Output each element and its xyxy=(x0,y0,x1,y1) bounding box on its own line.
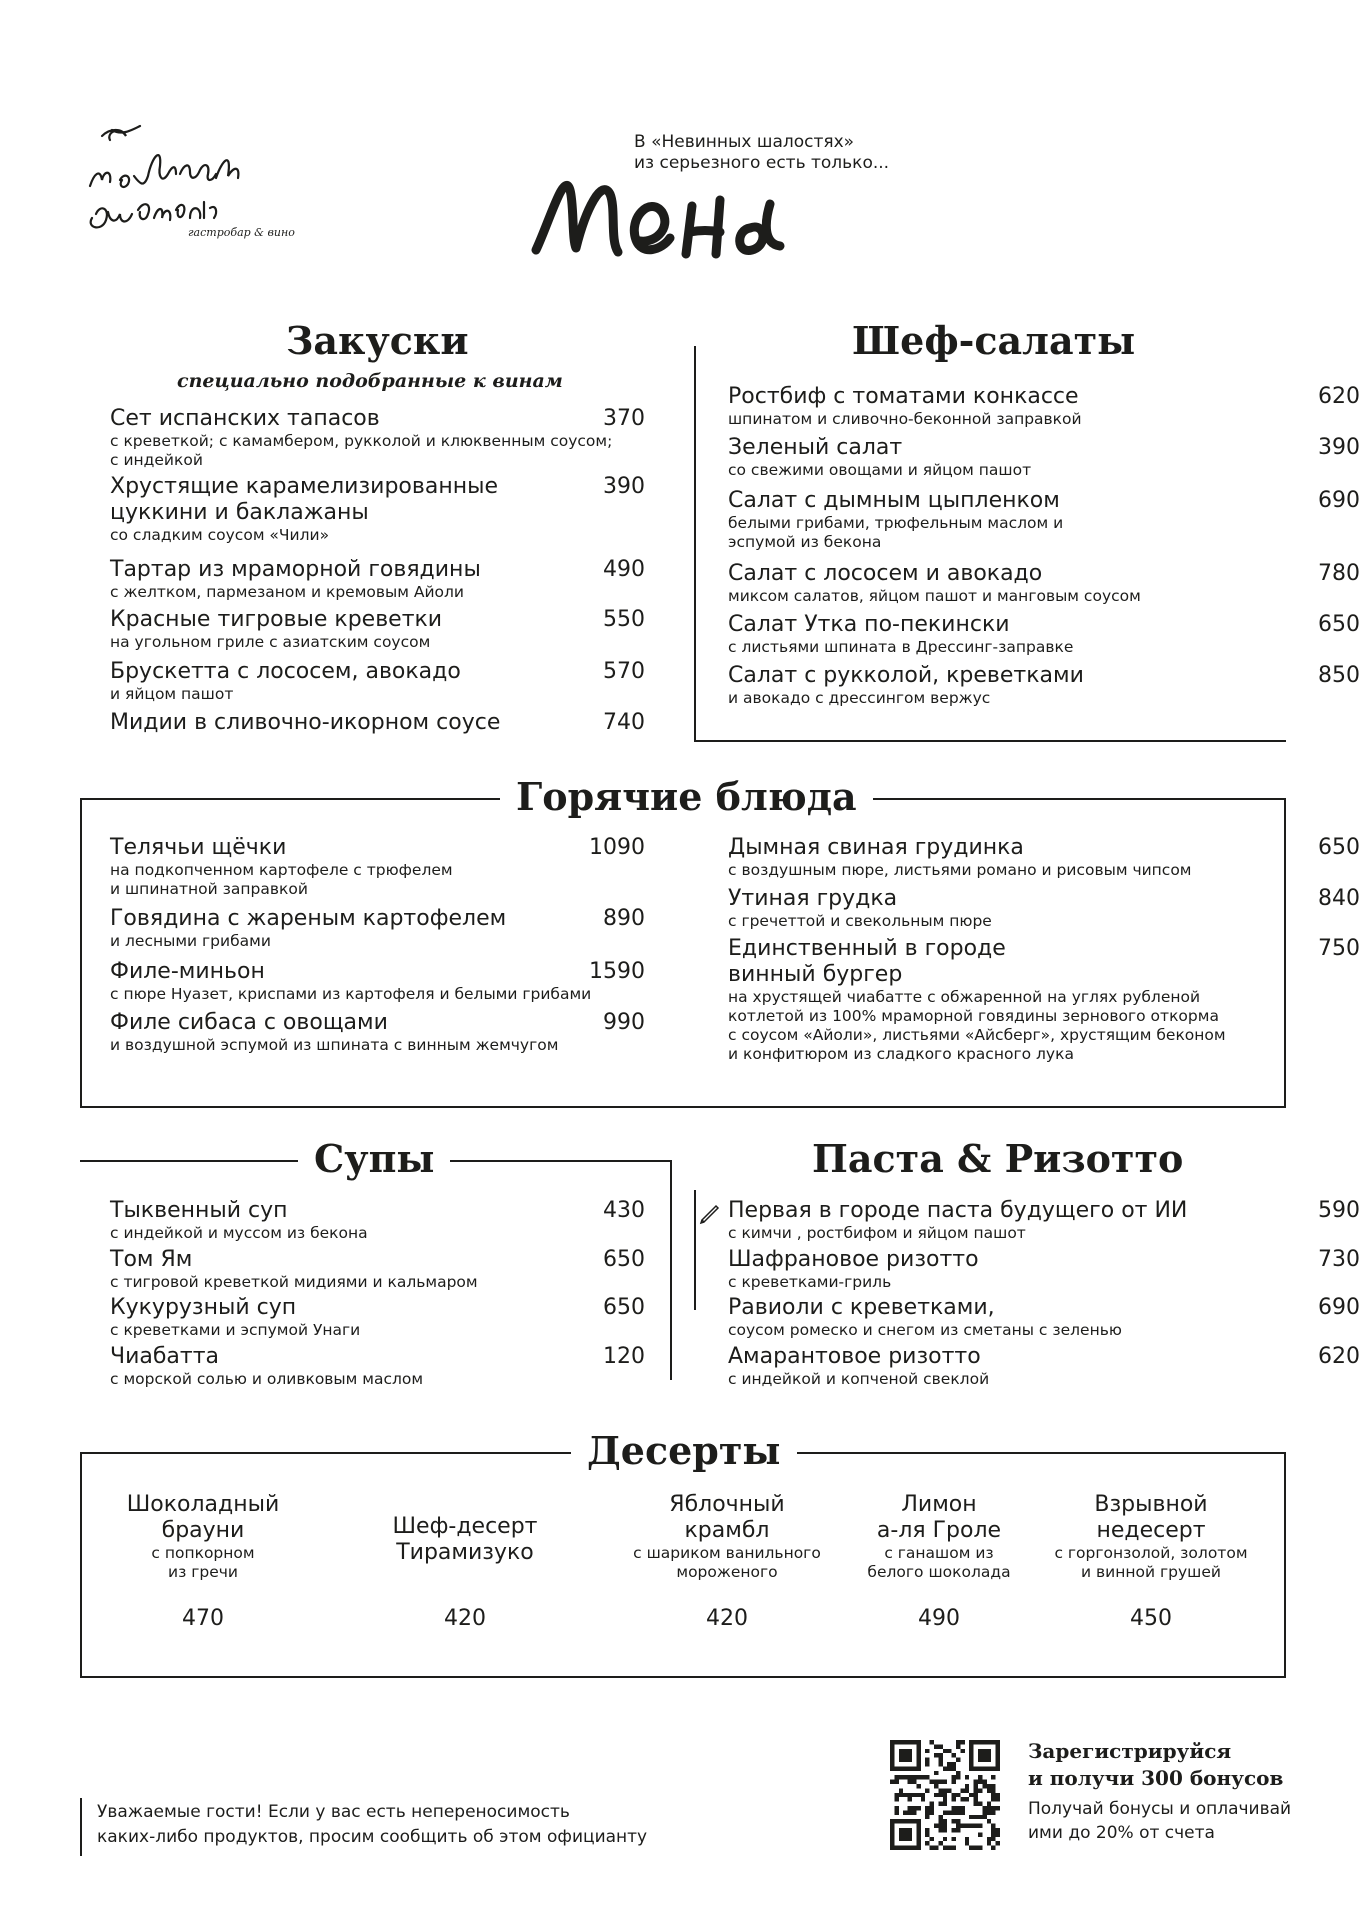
item-price: 690 xyxy=(1318,1295,1360,1320)
section-title-salaty: Шеф-салаты xyxy=(836,318,1151,364)
menu-item xyxy=(110,1247,645,1292)
item-description: на угольном гриле с азиатским соусом xyxy=(110,633,431,651)
qr-code[interactable] xyxy=(890,1740,1000,1850)
item-description: с кимчи , ростбифом и яйцом пашот xyxy=(728,1224,1026,1242)
item-price: 620 xyxy=(1318,384,1360,409)
tagline-line: из серьезного есть только... xyxy=(634,153,890,173)
item-name: Ростбиф с томатами конкассе xyxy=(728,384,1079,409)
dessert-item xyxy=(350,1514,580,1566)
item-price: 890 xyxy=(603,906,645,931)
dessert-item xyxy=(824,1492,1054,1582)
dessert-description: с ганашом из белого шоколада xyxy=(867,1544,1011,1581)
section-title-goryachie: Горячие блюда xyxy=(500,774,873,820)
menu-item xyxy=(110,959,645,1004)
svg-text:гастробар & вино: гастробар & вино xyxy=(188,226,295,239)
menu-item xyxy=(728,561,1360,606)
allergy-note: Уважаемые гости! Если у вас есть непереносимость каких-либо продуктов, просим сообщить об этом официанту xyxy=(97,1802,648,1847)
item-price: 430 xyxy=(603,1198,645,1223)
item-description: с индейкой и муссом из бекона xyxy=(110,1224,368,1242)
menu-item xyxy=(110,474,645,545)
menu-item xyxy=(110,607,645,652)
item-name: Мидии в сливочно-икорном соусе xyxy=(110,710,501,735)
item-name: Амарантовое ризотто xyxy=(728,1344,981,1369)
dessert-name: Шеф-десерт Тирамизуко xyxy=(392,1514,538,1565)
menu-item xyxy=(110,710,645,736)
dessert-description: с шариком ванильного мороженого xyxy=(633,1544,821,1581)
item-name: Чиабатта xyxy=(110,1344,220,1369)
item-name: Салат с рукколой, креветками xyxy=(728,663,1084,688)
item-name: Шафрановое ризотто xyxy=(728,1247,979,1272)
item-name: Хрустящие карамелизированные цуккини и баклажаны xyxy=(110,474,498,525)
section-title-deserty: Десерты xyxy=(571,1428,797,1474)
dessert-item xyxy=(1036,1492,1266,1582)
item-description: соусом ромеско и снегом из сметаны с зеленью xyxy=(728,1321,1122,1339)
item-price: 690 xyxy=(1318,488,1360,513)
item-description: на хрустящей чиабатте с обжаренной на углях рубленой котлетой из 100% мраморной говядины зернового откорма с соусом «Айоли», листьями «Айсберг», хрустящим беконом и конфитюром из сладкого красного лука xyxy=(728,988,1226,1063)
item-name: Равиоли с креветками, xyxy=(728,1295,995,1320)
item-price: 1090 xyxy=(589,835,645,860)
item-price: 780 xyxy=(1318,561,1360,586)
item-description: белыми грибами, трюфельным маслом и эспумой из бекона xyxy=(728,514,1064,551)
item-price: 1590 xyxy=(589,959,645,984)
menu-item xyxy=(728,936,1360,1064)
dessert-name: Яблочный крамбл xyxy=(669,1492,785,1543)
box-border xyxy=(80,1676,1286,1678)
divider xyxy=(694,1190,696,1310)
section-title-zakuski: Закуски xyxy=(270,318,485,364)
menu-item xyxy=(728,1198,1360,1243)
item-name: Красные тигровые креветки xyxy=(110,607,443,632)
item-description: с индейкой и копченой свеклой xyxy=(728,1370,990,1388)
menu-item xyxy=(728,1247,1360,1292)
menu-item xyxy=(110,1344,645,1389)
dessert-item xyxy=(88,1492,318,1582)
item-name: Кукурузный суп xyxy=(110,1295,297,1320)
item-description: шпинатом и сливочно-беконной заправкой xyxy=(728,410,1082,428)
brand-logo xyxy=(80,122,295,242)
item-name: Филе-миньон xyxy=(110,959,265,984)
menu-title xyxy=(524,140,864,290)
divider xyxy=(80,1798,82,1856)
item-price: 840 xyxy=(1318,886,1360,911)
item-description: с листьями шпината в Дрессинг-заправке xyxy=(728,638,1074,656)
item-price: 650 xyxy=(1318,612,1360,637)
item-name: Сет испанских тапасов xyxy=(110,406,380,431)
item-description: с креветками-гриль xyxy=(728,1273,892,1291)
item-price: 650 xyxy=(603,1247,645,1272)
item-price: 650 xyxy=(603,1295,645,1320)
item-name: Говядина с жареным картофелем xyxy=(110,906,507,931)
box-border xyxy=(80,798,82,1108)
dessert-name: Лимон а-ля Гроле xyxy=(876,1492,1002,1543)
dessert-price: 450 xyxy=(1130,1606,1172,1631)
item-description: со сладким соусом «Чили» xyxy=(110,526,330,544)
item-price: 490 xyxy=(603,557,645,582)
item-name: Салат с лососем и авокадо xyxy=(728,561,1043,586)
promo-title: Зарегистрируйся и получи 300 бонусов xyxy=(1028,1739,1284,1790)
item-description: с креветками и эспумой Унаги xyxy=(110,1321,361,1339)
item-price: 650 xyxy=(1318,835,1360,860)
item-price: 590 xyxy=(1318,1198,1360,1223)
item-name: Тыквенный суп xyxy=(110,1198,288,1223)
menu-item xyxy=(728,612,1360,657)
item-description: с воздушным пюре, листьями романо и рисовым чипсом xyxy=(728,861,1192,879)
item-description: с тигровой креветкой мидиями и кальмаром xyxy=(110,1273,478,1291)
item-name: Дымная свиная грудинка xyxy=(728,835,1024,860)
item-name: Том Ям xyxy=(110,1247,193,1272)
tagline-line: В «Невинных шалостях» xyxy=(634,132,855,152)
box-border xyxy=(1284,1452,1286,1678)
item-price: 850 xyxy=(1318,663,1360,688)
menu-item xyxy=(110,1295,645,1340)
item-price: 550 xyxy=(603,607,645,632)
section-title-supy: Супы xyxy=(298,1136,450,1182)
divider xyxy=(694,740,1286,742)
item-price: 740 xyxy=(603,710,645,735)
box-border xyxy=(80,1452,82,1678)
item-name: Салат Утка по-пекински xyxy=(728,612,1010,637)
item-price: 120 xyxy=(603,1344,645,1369)
divider xyxy=(694,346,696,742)
menu-item xyxy=(110,1010,645,1055)
item-description: со свежими овощами и яйцом пашот xyxy=(728,461,1032,479)
dessert-price: 470 xyxy=(182,1606,224,1631)
menu-item xyxy=(728,435,1360,480)
item-price: 750 xyxy=(1318,936,1360,961)
menu-item xyxy=(728,663,1360,708)
box-border xyxy=(80,1106,1286,1108)
item-description: на подкопченном картофеле с трюфелем и шпинатной заправкой xyxy=(110,861,453,898)
menu-item xyxy=(728,488,1360,552)
item-description: миксом салатов, яйцом пашот и манговым соусом xyxy=(728,587,1141,605)
item-price: 390 xyxy=(1318,435,1360,460)
menu-item xyxy=(728,1295,1360,1340)
item-description: и яйцом пашот xyxy=(110,685,234,703)
menu-item xyxy=(110,906,645,951)
item-price: 570 xyxy=(603,659,645,684)
menu-item xyxy=(728,886,1360,931)
menu-item xyxy=(110,835,645,899)
dessert-description: с горгонзолой, золотом и винной грушей xyxy=(1054,1544,1248,1581)
item-name: Зеленый салат xyxy=(728,435,903,460)
dessert-price: 420 xyxy=(444,1606,486,1631)
menu-item xyxy=(110,557,645,602)
item-name: Тартар из мраморной говядины xyxy=(110,557,481,582)
item-description: с желтком, пармезаном и кремовым Айоли xyxy=(110,583,465,601)
divider xyxy=(670,1160,672,1380)
dessert-description: с попкорном из гречи xyxy=(151,1544,255,1581)
dessert-name: Взрывной недесерт xyxy=(1094,1492,1208,1543)
item-description: и лесными грибами xyxy=(110,932,271,950)
item-description: с креветкой; с камамбером, рукколой и клюквенным соусом; с индейкой xyxy=(110,432,613,469)
menu-item xyxy=(110,1198,645,1243)
section-subtitle-zakuski: специально подобранные к винам xyxy=(177,370,563,392)
dessert-name: Шоколадный брауни xyxy=(126,1492,280,1543)
menu-item xyxy=(728,384,1360,429)
menu-item xyxy=(110,406,645,470)
item-price: 370 xyxy=(603,406,645,431)
item-price: 620 xyxy=(1318,1344,1360,1369)
item-description: и авокадо с дрессингом вержус xyxy=(728,689,991,707)
item-price: 990 xyxy=(603,1010,645,1035)
item-name: Филе сибаса с овощами xyxy=(110,1010,388,1035)
promo-text: Получай бонусы и оплачивай ими до 20% от счета xyxy=(1028,1799,1292,1843)
item-name: Единственный в городе винный бургер xyxy=(728,936,1006,987)
menu-item xyxy=(728,1344,1360,1389)
item-price: 390 xyxy=(603,474,645,499)
item-name: Брускетта с лососем, авокадо xyxy=(110,659,461,684)
pen-icon xyxy=(698,1200,722,1224)
item-description: с гречеттой и свекольным пюре xyxy=(728,912,992,930)
item-name: Телячьи щёчки xyxy=(110,835,287,860)
item-price: 730 xyxy=(1318,1247,1360,1272)
item-name: Утиная грудка xyxy=(728,886,898,911)
menu-item xyxy=(110,659,645,704)
dessert-item xyxy=(612,1492,842,1582)
section-title-pasta: Паста & Ризотто xyxy=(796,1136,1199,1182)
dessert-price: 420 xyxy=(706,1606,748,1631)
item-description: с пюре Нуазет, криспами из картофеля и белыми грибами xyxy=(110,985,592,1003)
item-name: Первая в городе паста будущего от ИИ xyxy=(728,1198,1188,1223)
menu-item xyxy=(728,835,1360,880)
item-name: Салат с дымным цыпленком xyxy=(728,488,1060,513)
item-description: с морской солью и оливковым маслом xyxy=(110,1370,424,1388)
dessert-price: 490 xyxy=(918,1606,960,1631)
item-description: и воздушной эспумой из шпината с винным жемчугом xyxy=(110,1036,559,1054)
